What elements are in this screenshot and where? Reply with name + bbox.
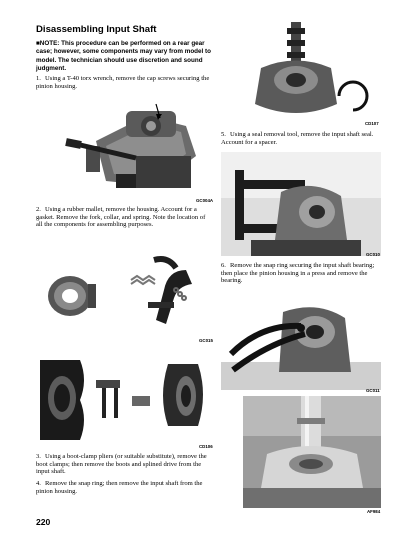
step-5 xyxy=(221,131,383,146)
step-3-number: 3. xyxy=(36,453,41,460)
step-2 xyxy=(36,206,211,229)
step-3-text: Using a boot-clamp pliers (or suitable substitute), remove the boot clamps; then remove the boots and splined drive from the input shaft. xyxy=(36,453,207,476)
photo-fork-collar-spring xyxy=(36,250,214,342)
step-4-number: 4. xyxy=(36,480,41,487)
photo-fork-collar-illustration xyxy=(36,250,214,342)
photo-input-shaft-illustration xyxy=(221,18,381,120)
step-6-text: Remove the snap ring securing the input shaft bearing; then place the pinion housing in a press and remove the bearing. xyxy=(221,262,375,285)
photo-gear-case-illustration xyxy=(36,96,214,200)
step-2-number: 2. xyxy=(36,206,41,213)
photo-bearing-press xyxy=(243,396,381,508)
photo-input-shaft-snap-ring xyxy=(221,18,381,120)
photo-seal-removal-illustration xyxy=(221,152,381,256)
step-4 xyxy=(36,480,211,495)
procedure-note: ■NOTE: This procedure can be performed on a rear gear case; however, some components may vary from model to model. The technician should use discretion and sound judgment. xyxy=(36,40,211,73)
step-1 xyxy=(36,75,211,90)
section-title: Disassembling Input Shaft xyxy=(36,24,157,35)
photo-seal-removal-tool xyxy=(221,152,381,256)
figure-code-cd106: CD106 xyxy=(199,444,213,449)
step-3 xyxy=(36,453,211,476)
step-6-number: 6. xyxy=(221,262,226,269)
step-5-number: 5. xyxy=(221,131,226,138)
figure-code-gc015: GC015 xyxy=(199,338,213,343)
page-number: 220 xyxy=(36,517,51,527)
step-6 xyxy=(221,262,383,285)
step-1-text: Using a T-40 torx wrench, remove the cap screws securing the pinion housing. xyxy=(36,75,210,90)
photo-boot-clamps-housing xyxy=(36,350,214,442)
step-1-number: 1. xyxy=(36,75,41,82)
photo-bearing-press-illustration xyxy=(243,396,381,508)
figure-code-cd107: CD107 xyxy=(365,121,379,126)
figure-code-gc004a: GC004A xyxy=(196,198,214,203)
figure-code-af984: AF984 xyxy=(367,509,381,514)
figure-code-gc010: GC010 xyxy=(366,252,380,257)
photo-snap-ring-pliers-illustration xyxy=(221,292,381,390)
photo-snap-ring-pliers xyxy=(221,292,381,390)
step-5-text: Using a seal removal tool, remove the input shaft seal. Account for a spacer. xyxy=(221,131,374,146)
photo-gear-case-cap-screws xyxy=(36,96,214,200)
figure-code-gc011: GC011 xyxy=(366,388,380,393)
step-2-text: Using a rubber mallet, remove the housing. Account for a gasket. Remove the fork, collar, and spring. Note the location of all the components for assembling purposes. xyxy=(36,206,206,229)
photo-boot-clamps-illustration xyxy=(36,350,214,442)
step-4-text: Remove the snap ring; then remove the input shaft from the pinion housing. xyxy=(36,480,203,495)
